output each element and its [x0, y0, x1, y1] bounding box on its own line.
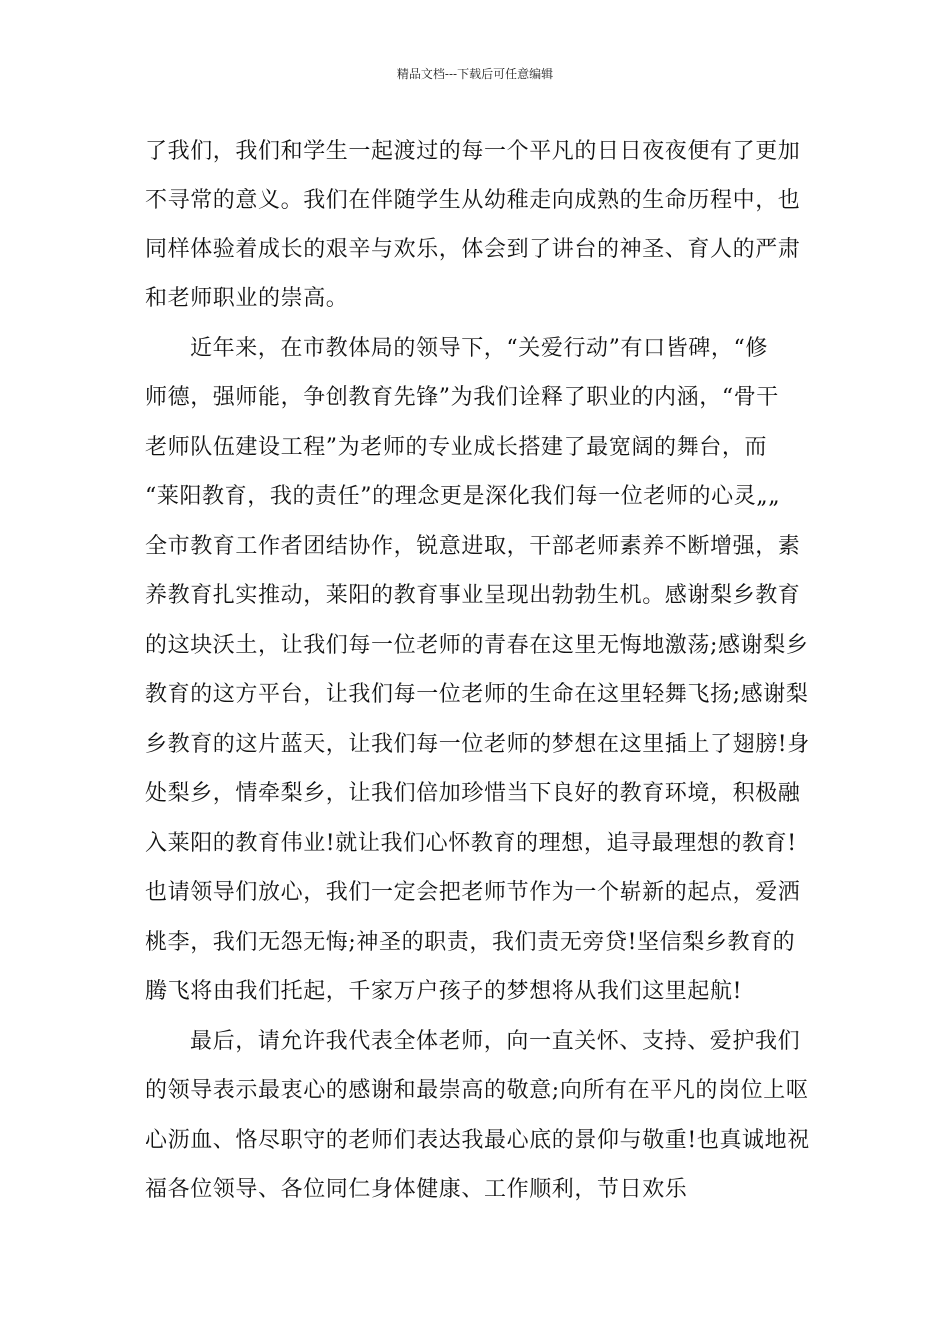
paragraph-first-line: 近年来，在市教体局的领导下，“关爱行动”有口皆碑，“修 [190, 336, 768, 361]
text-line: 乡教育的这片蓝天，让我们每一位老师的梦想在这里插上了翅膀!身 [145, 732, 810, 757]
text-line: 处梨乡，情牵梨乡，让我们倍加珍惜当下良好的教育环境，积极融 [145, 781, 801, 806]
text-line: 不寻常的意义。我们在伴随学生从幼稚走向成熟的生命历程中，也 [145, 188, 801, 213]
text-line: 老师队伍建设工程”为老师的专业成长搭建了最宽阔的舞台，而 [145, 435, 768, 460]
text-line: 腾飞将由我们托起，千家万户孩子的梦想将从我们这里起航! [145, 979, 743, 1004]
text-line: 的领导表示最衷心的感谢和最崇高的敬意;向所有在平凡的岗位上呕 [145, 1078, 809, 1103]
text-line: 和老师职业的崇高。 [145, 286, 349, 311]
text-line: 师德，强师能，争创教育先锋”为我们诠释了职业的内涵，“骨干 [145, 385, 779, 410]
text-line: 了我们，我们和学生一起渡过的每一个平凡的日日夜夜便有了更加 [145, 139, 801, 164]
text-line: 也请领导们放心，我们一定会把老师节作为一个崭新的起点，爱洒 [145, 880, 801, 905]
text-line: 桃李，我们无怨无悔;神圣的职责，我们责无旁贷!坚信梨乡教育的 [145, 930, 796, 955]
text-line: 福各位领导、各位同仁身体健康、工作顺利，节日欢乐 [145, 1177, 688, 1202]
text-line: 全市教育工作者团结协作，锐意进取，干部老师素养不断增强，素 [145, 534, 801, 559]
text-line: 教育的这方平台，让我们每一位老师的生命在这里轻舞飞扬;感谢梨 [145, 682, 809, 707]
text-line: 养教育扎实推动，莱阳的教育事业呈现出勃勃生机。感谢梨乡教育 [145, 583, 801, 608]
text-line: 入莱阳的教育伟业!就让我们心怀教育的理想，追寻最理想的教育! [145, 831, 797, 856]
text-line: 的这块沃土，让我们每一位老师的青春在这里无悔地激荡;感谢梨乡 [145, 633, 809, 658]
paragraph-first-line: 最后，请允许我代表全体老师，向一直关怀、支持、爱护我们 [190, 1029, 801, 1054]
text-line: “莱阳教育，我的责任”的理念更是深化我们每一位老师的心灵„„ [145, 484, 781, 509]
text-line: 同样体验着成长的艰辛与欢乐，体会到了讲台的神圣、育人的严肃 [145, 237, 801, 262]
page-header: 精品文档---下载后可任意编辑 [396, 67, 554, 81]
text-line: 心沥血、恪尽职守的老师们表达我最心底的景仰与敬重!也真诚地祝 [145, 1128, 810, 1153]
